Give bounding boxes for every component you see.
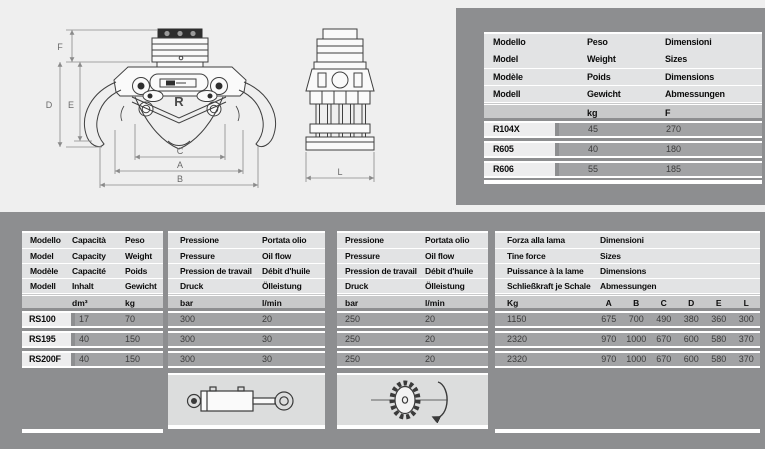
header-cell: Modèle: [493, 72, 523, 82]
header-cell: Poids: [587, 72, 611, 82]
value-cell: 40: [588, 144, 599, 154]
value-cell: 370: [738, 334, 754, 344]
value-cell: 670: [656, 334, 672, 344]
spec-section-model: [22, 231, 163, 433]
unit-cell: F: [665, 108, 671, 118]
header-cell: Puissance à la lame: [507, 266, 584, 276]
table-row: [484, 161, 762, 178]
model-table: [484, 32, 762, 184]
value-cell: 270: [666, 124, 682, 134]
value-cell: 20: [425, 354, 436, 364]
header-cell: Modell: [493, 89, 521, 99]
table-row: [337, 311, 488, 328]
header-cell: Capacità: [72, 235, 106, 245]
header-cell: Gewicht: [125, 281, 157, 291]
header-cell: Inhalt: [72, 281, 94, 291]
header-cell: Peso: [125, 235, 145, 245]
header-cell: Dimensions: [665, 72, 715, 82]
spec-section-cylinder-circuit: [168, 231, 325, 429]
header-cell: Débit d'huile: [425, 266, 474, 276]
value-cell: 150: [125, 334, 141, 344]
value-cell: 370: [738, 354, 754, 364]
header-cell: Model: [493, 54, 518, 64]
header-cell: Tine force: [507, 251, 546, 261]
header-cell: Druck: [345, 281, 369, 291]
header-cell: Capacité: [72, 266, 106, 276]
model-name-cell: R104X: [484, 123, 555, 136]
value-cell: 675: [601, 314, 617, 324]
value-cell: 580: [711, 354, 727, 364]
value-cell: 30: [262, 354, 273, 364]
unit-cell: C: [660, 298, 667, 308]
brand-logo-r: R: [174, 94, 184, 109]
header-cell: Weight: [125, 251, 152, 261]
unit-cell: l/min: [262, 298, 282, 308]
rotator-icon-cell: [337, 373, 488, 427]
dim-label-e: E: [67, 100, 75, 110]
value-cell: 40: [79, 334, 90, 344]
header-cell: Pressure: [180, 251, 215, 261]
dim-label-f: F: [57, 42, 63, 52]
header-cell: Modello: [493, 37, 526, 47]
dim-label-a: A: [176, 160, 184, 170]
value-cell: 45: [588, 124, 599, 134]
dim-label-d: D: [45, 100, 53, 110]
unit-cell: bar: [345, 298, 359, 308]
value-cell: 1000: [626, 354, 647, 364]
unit-cell: L: [743, 298, 749, 308]
header-cell: Modello: [30, 235, 61, 245]
value-cell: 1000: [626, 334, 647, 344]
unit-cell: E: [715, 298, 722, 308]
grapple-front-view: [84, 29, 275, 149]
table-row: [337, 331, 488, 348]
table-row: [495, 351, 760, 368]
value-cell: 30: [262, 334, 273, 344]
header-cell: Weight: [587, 54, 616, 64]
value-cell: 2320: [507, 354, 528, 364]
table-row: [22, 331, 163, 348]
table-row: [22, 351, 163, 368]
header-cell: Model: [30, 251, 54, 261]
header-cell: Modell: [30, 281, 56, 291]
header-cell: Forza alla lama: [507, 235, 565, 245]
header-cell: Dimensioni: [665, 37, 712, 47]
dim-label-b: B: [176, 174, 184, 184]
value-cell: 970: [601, 334, 617, 344]
value-cell: 1150: [507, 314, 527, 324]
spec-section-dimensions: [495, 231, 760, 433]
header-cell: Ölleistung: [425, 281, 465, 291]
table-row: [337, 351, 488, 368]
header-cell: Schließkraft je Schale: [507, 281, 591, 291]
value-cell: 300: [738, 314, 754, 324]
cylinder-icon-cell: [168, 373, 325, 427]
table-row: [484, 141, 762, 158]
rotator-gear-icon: [343, 376, 483, 424]
table-row: [168, 311, 325, 328]
value-cell: 20: [425, 334, 436, 344]
unit-cell: D: [688, 298, 695, 308]
value-cell: 700: [628, 314, 644, 324]
table-row: [168, 331, 325, 348]
value-cell: 250: [345, 354, 361, 364]
value-cell: 490: [656, 314, 672, 324]
header-cell: Sizes: [665, 54, 688, 64]
value-cell: 70: [125, 314, 136, 324]
value-cell: 2320: [507, 334, 528, 344]
value-cell: 20: [262, 314, 273, 324]
model-name-cell: R606: [484, 163, 555, 176]
value-cell: 600: [683, 354, 699, 364]
header-cell: Pression de travail: [180, 266, 252, 276]
model-name-cell: R605: [484, 143, 555, 156]
header-cell: Portata olio: [262, 235, 307, 245]
spec-section-rotator-circuit: [337, 231, 488, 429]
table-row: [495, 331, 760, 348]
unit-cell: A: [605, 298, 612, 308]
table-row: [22, 311, 163, 328]
value-cell: 185: [666, 164, 682, 174]
header-cell: Débit d'huile: [262, 266, 311, 276]
header-cell: Pressione: [345, 235, 384, 245]
unit-cell: l/min: [425, 298, 445, 308]
unit-cell: dm³: [72, 298, 88, 308]
header-cell: Dimensions: [600, 266, 647, 276]
value-cell: 380: [683, 314, 699, 324]
value-cell: 670: [656, 354, 672, 364]
header-cell: Modèle: [30, 266, 59, 276]
unit-cell: bar: [180, 298, 194, 308]
value-cell: 300: [180, 314, 196, 324]
header-cell: Gewicht: [587, 89, 621, 99]
header-cell: Oil flow: [425, 251, 455, 261]
technical-drawings: [0, 0, 456, 212]
header-cell: Portata olio: [425, 235, 470, 245]
hydraulic-cylinder-icon: [182, 377, 312, 423]
header-cell: Abmessungen: [600, 281, 657, 291]
model-name-cell: RS100: [22, 313, 71, 326]
table-row: [495, 311, 760, 328]
header-cell: Sizes: [600, 251, 621, 261]
header-cell: Poids: [125, 266, 148, 276]
value-cell: 55: [588, 164, 599, 174]
value-cell: 17: [79, 314, 90, 324]
header-cell: Pression de travail: [345, 266, 417, 276]
table-row: [168, 351, 325, 368]
value-cell: 300: [180, 354, 196, 364]
header-cell: Peso: [587, 37, 608, 47]
header-cell: Druck: [180, 281, 204, 291]
value-cell: 250: [345, 334, 361, 344]
header-cell: Ölleistung: [262, 281, 302, 291]
header-cell: Pressione: [180, 235, 219, 245]
header-cell: Pressure: [345, 251, 380, 261]
grapple-side-view: [306, 29, 374, 150]
value-cell: 970: [601, 354, 617, 364]
side-view-dimensions: [306, 152, 374, 182]
value-cell: 360: [711, 314, 727, 324]
unit-cell: kg: [125, 298, 135, 308]
header-cell: Capacity: [72, 251, 106, 261]
unit-cell: Kg: [507, 298, 519, 308]
dim-label-l: L: [337, 167, 343, 177]
value-cell: 150: [125, 354, 141, 364]
model-name-cell: RS200F: [22, 353, 71, 366]
value-cell: 300: [180, 334, 196, 344]
value-cell: 20: [425, 314, 436, 324]
value-cell: 40: [79, 354, 90, 364]
unit-cell: kg: [587, 108, 598, 118]
header-cell: Dimensioni: [600, 235, 644, 245]
table-row: [484, 121, 762, 138]
header-cell: Abmessungen: [665, 89, 725, 99]
value-cell: 180: [666, 144, 682, 154]
value-cell: 600: [683, 334, 699, 344]
header-cell: Oil flow: [262, 251, 292, 261]
model-table-panel: [456, 8, 765, 205]
dim-label-c: C: [176, 146, 184, 156]
model-name-cell: RS195: [22, 333, 71, 346]
value-cell: 580: [711, 334, 727, 344]
spec-table-panel: [0, 212, 765, 449]
unit-cell: B: [633, 298, 640, 308]
value-cell: 250: [345, 314, 361, 324]
